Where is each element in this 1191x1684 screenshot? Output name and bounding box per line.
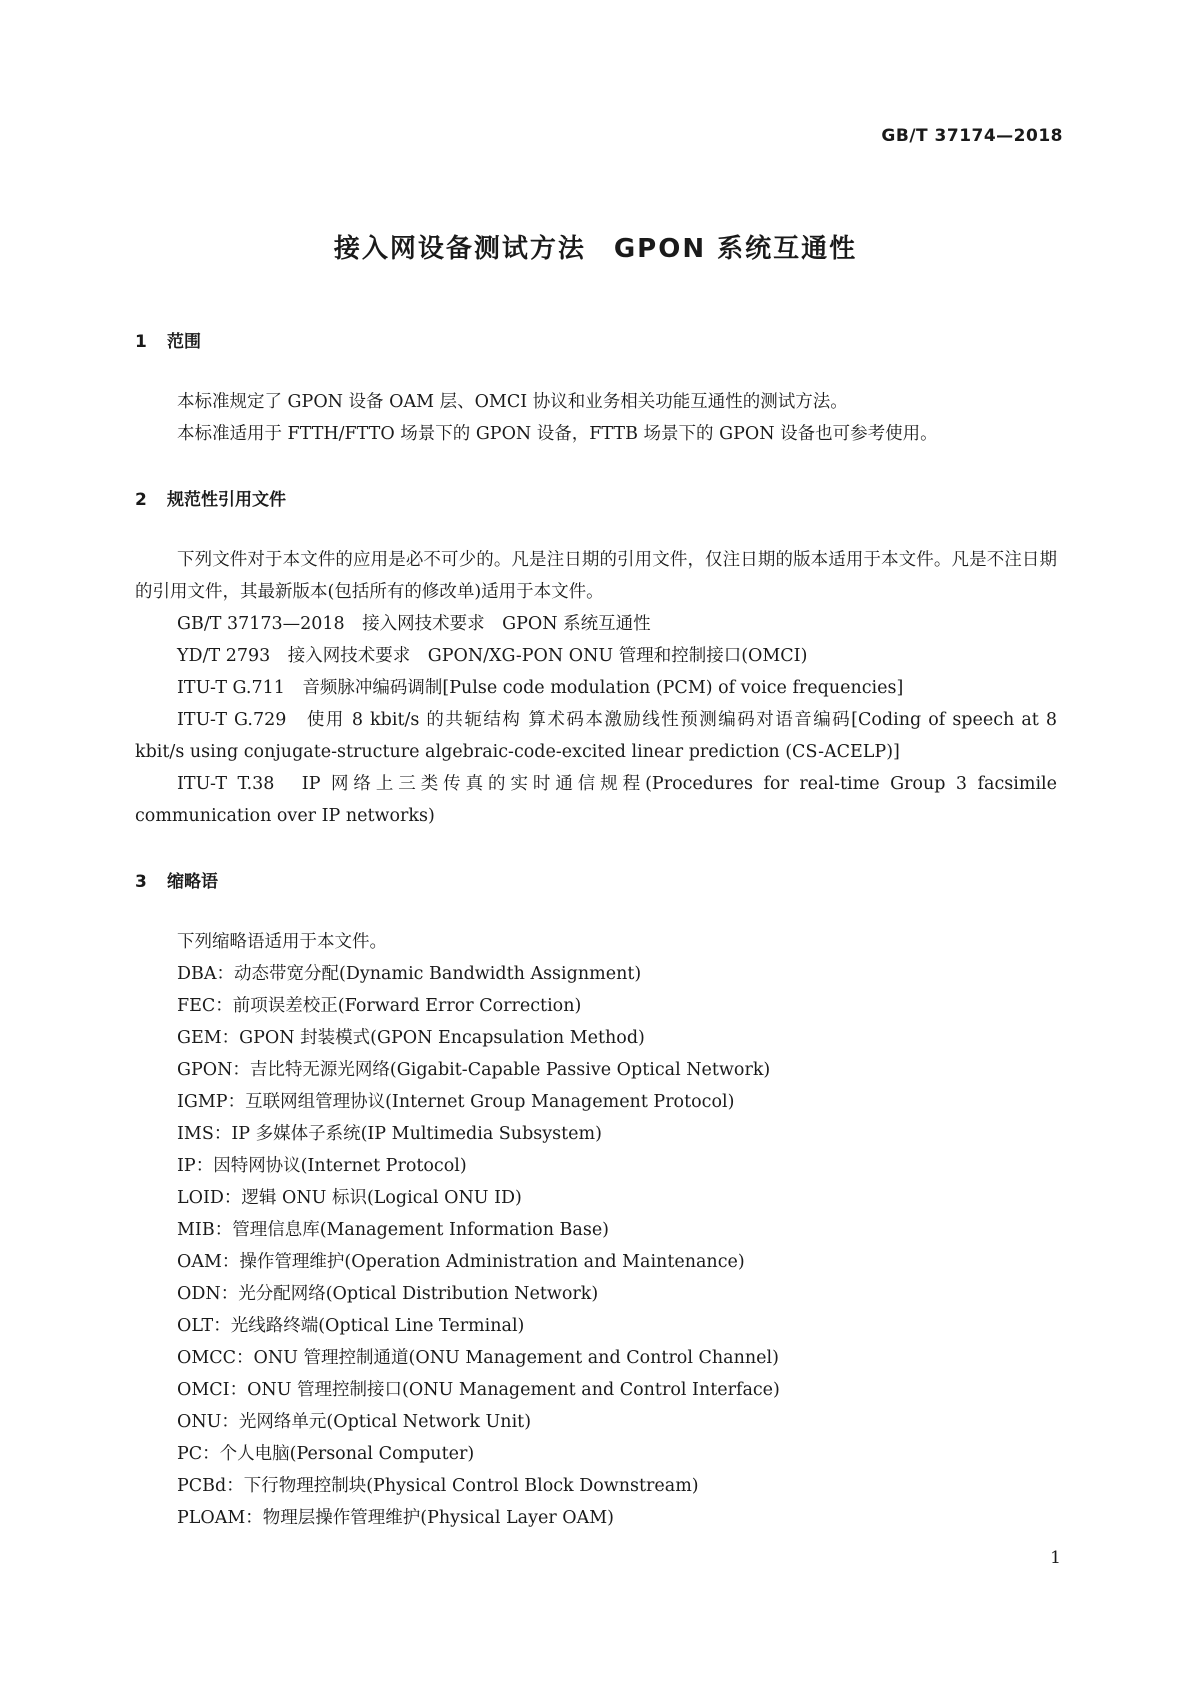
abbreviation-item: GPON：吉比特无源光网络(Gigabit-Capable Passive Optical Network) xyxy=(177,1060,771,1080)
section-3-heading xyxy=(135,870,1057,894)
section-3-number: 3 xyxy=(135,872,147,892)
reference-item: ITU-T G.711 音频脉冲编码调制[Pulse code modulation (PCM) of voice frequencies] xyxy=(177,678,904,698)
reference-item: YD/T 2793 接入网技术要求 GPON/XG-PON ONU 管理和控制接口(OMCI) xyxy=(177,646,808,666)
abbreviation-item: PCBd：下行物理控制块(Physical Control Block Downstream) xyxy=(177,1476,699,1496)
references-intro: 下列文件对于本文件的应用是必不可少的。凡是注日期的引用文件，仅注日期的版本适用于本文件。凡是不注日期的引用文件，其最新版本(包括所有的修改单)适用于本文件。 xyxy=(135,550,1057,602)
reference-item: ITU-T T.38 IP 网络上三类传真的实时通信规程(Procedures for real-time Group 3 facsimile communication over IP networks) xyxy=(135,774,1057,826)
document-title: 接入网设备测试方法 GPON 系统互通性 xyxy=(333,234,858,264)
abbreviation-item: OLT：光线路终端(Optical Line Terminal) xyxy=(177,1316,525,1336)
section-2-title: 规范性引用文件 xyxy=(167,490,286,510)
abbreviation-item: LOID：逻辑 ONU 标识(Logical ONU ID) xyxy=(177,1188,522,1208)
abbreviations-intro: 下列缩略语适用于本文件。 xyxy=(177,932,387,952)
abbreviation-item: PC：个人电脑(Personal Computer) xyxy=(177,1444,475,1464)
abbreviation-item: OMCI：ONU 管理控制接口(ONU Management and Control Interface) xyxy=(177,1380,780,1400)
reference-item: ITU-T G.729 使用 8 kbit/s 的共轭结构 算术码本激励线性预测编码对语音编码[Coding of speech at 8 kbit/s using conjugate-structure algebraic-code-excited linear prediction (CS-ACELP)] xyxy=(135,710,1057,762)
abbreviation-item: ONU：光网络单元(Optical Network Unit) xyxy=(177,1412,532,1432)
section-1-title: 范围 xyxy=(167,332,201,352)
section-1-heading xyxy=(135,330,1057,354)
reference-item: GB/T 37173—2018 接入网技术要求 GPON 系统互通性 xyxy=(177,614,651,634)
abbreviation-item: IP：因特网协议(Internet Protocol) xyxy=(177,1156,467,1176)
standard-code: GB/T 37174—2018 xyxy=(881,126,1063,146)
abbreviation-item: OAM：操作管理维护(Operation Administration and Maintenance) xyxy=(177,1252,745,1272)
section-1-number: 1 xyxy=(135,332,147,352)
abbreviation-item: IMS：IP 多媒体子系统(IP Multimedia Subsystem) xyxy=(177,1124,602,1144)
abbreviation-item: MIB：管理信息库(Management Information Base) xyxy=(177,1220,609,1240)
section-3-title: 缩略语 xyxy=(167,872,218,892)
abbreviation-item: GEM：GPON 封装模式(GPON Encapsulation Method) xyxy=(177,1028,645,1048)
abbreviation-item: DBA：动态带宽分配(Dynamic Bandwidth Assignment) xyxy=(177,964,642,984)
abbreviation-item: PLOAM：物理层操作管理维护(Physical Layer OAM) xyxy=(177,1508,614,1528)
section-2-number: 2 xyxy=(135,490,147,510)
scope-paragraph: 本标准适用于 FTTH/FTTO 场景下的 GPON 设备，FTTB 场景下的 GPON 设备也可参考使用。 xyxy=(177,424,938,444)
document-body xyxy=(135,330,1057,1534)
abbreviation-item: ODN：光分配网络(Optical Distribution Network) xyxy=(177,1284,599,1304)
section-2-heading xyxy=(135,488,1057,512)
abbreviation-item: FEC：前项误差校正(Forward Error Correction) xyxy=(177,996,582,1016)
abbreviation-item: OMCC：ONU 管理控制通道(ONU Management and Control Channel) xyxy=(177,1348,779,1368)
page-number: 1 xyxy=(1050,1548,1061,1568)
abbreviation-item: IGMP：互联网组管理协议(Internet Group Management Protocol) xyxy=(177,1092,735,1112)
scope-paragraph: 本标准规定了 GPON 设备 OAM 层、OMCI 协议和业务相关功能互通性的测试方法。 xyxy=(177,392,848,412)
